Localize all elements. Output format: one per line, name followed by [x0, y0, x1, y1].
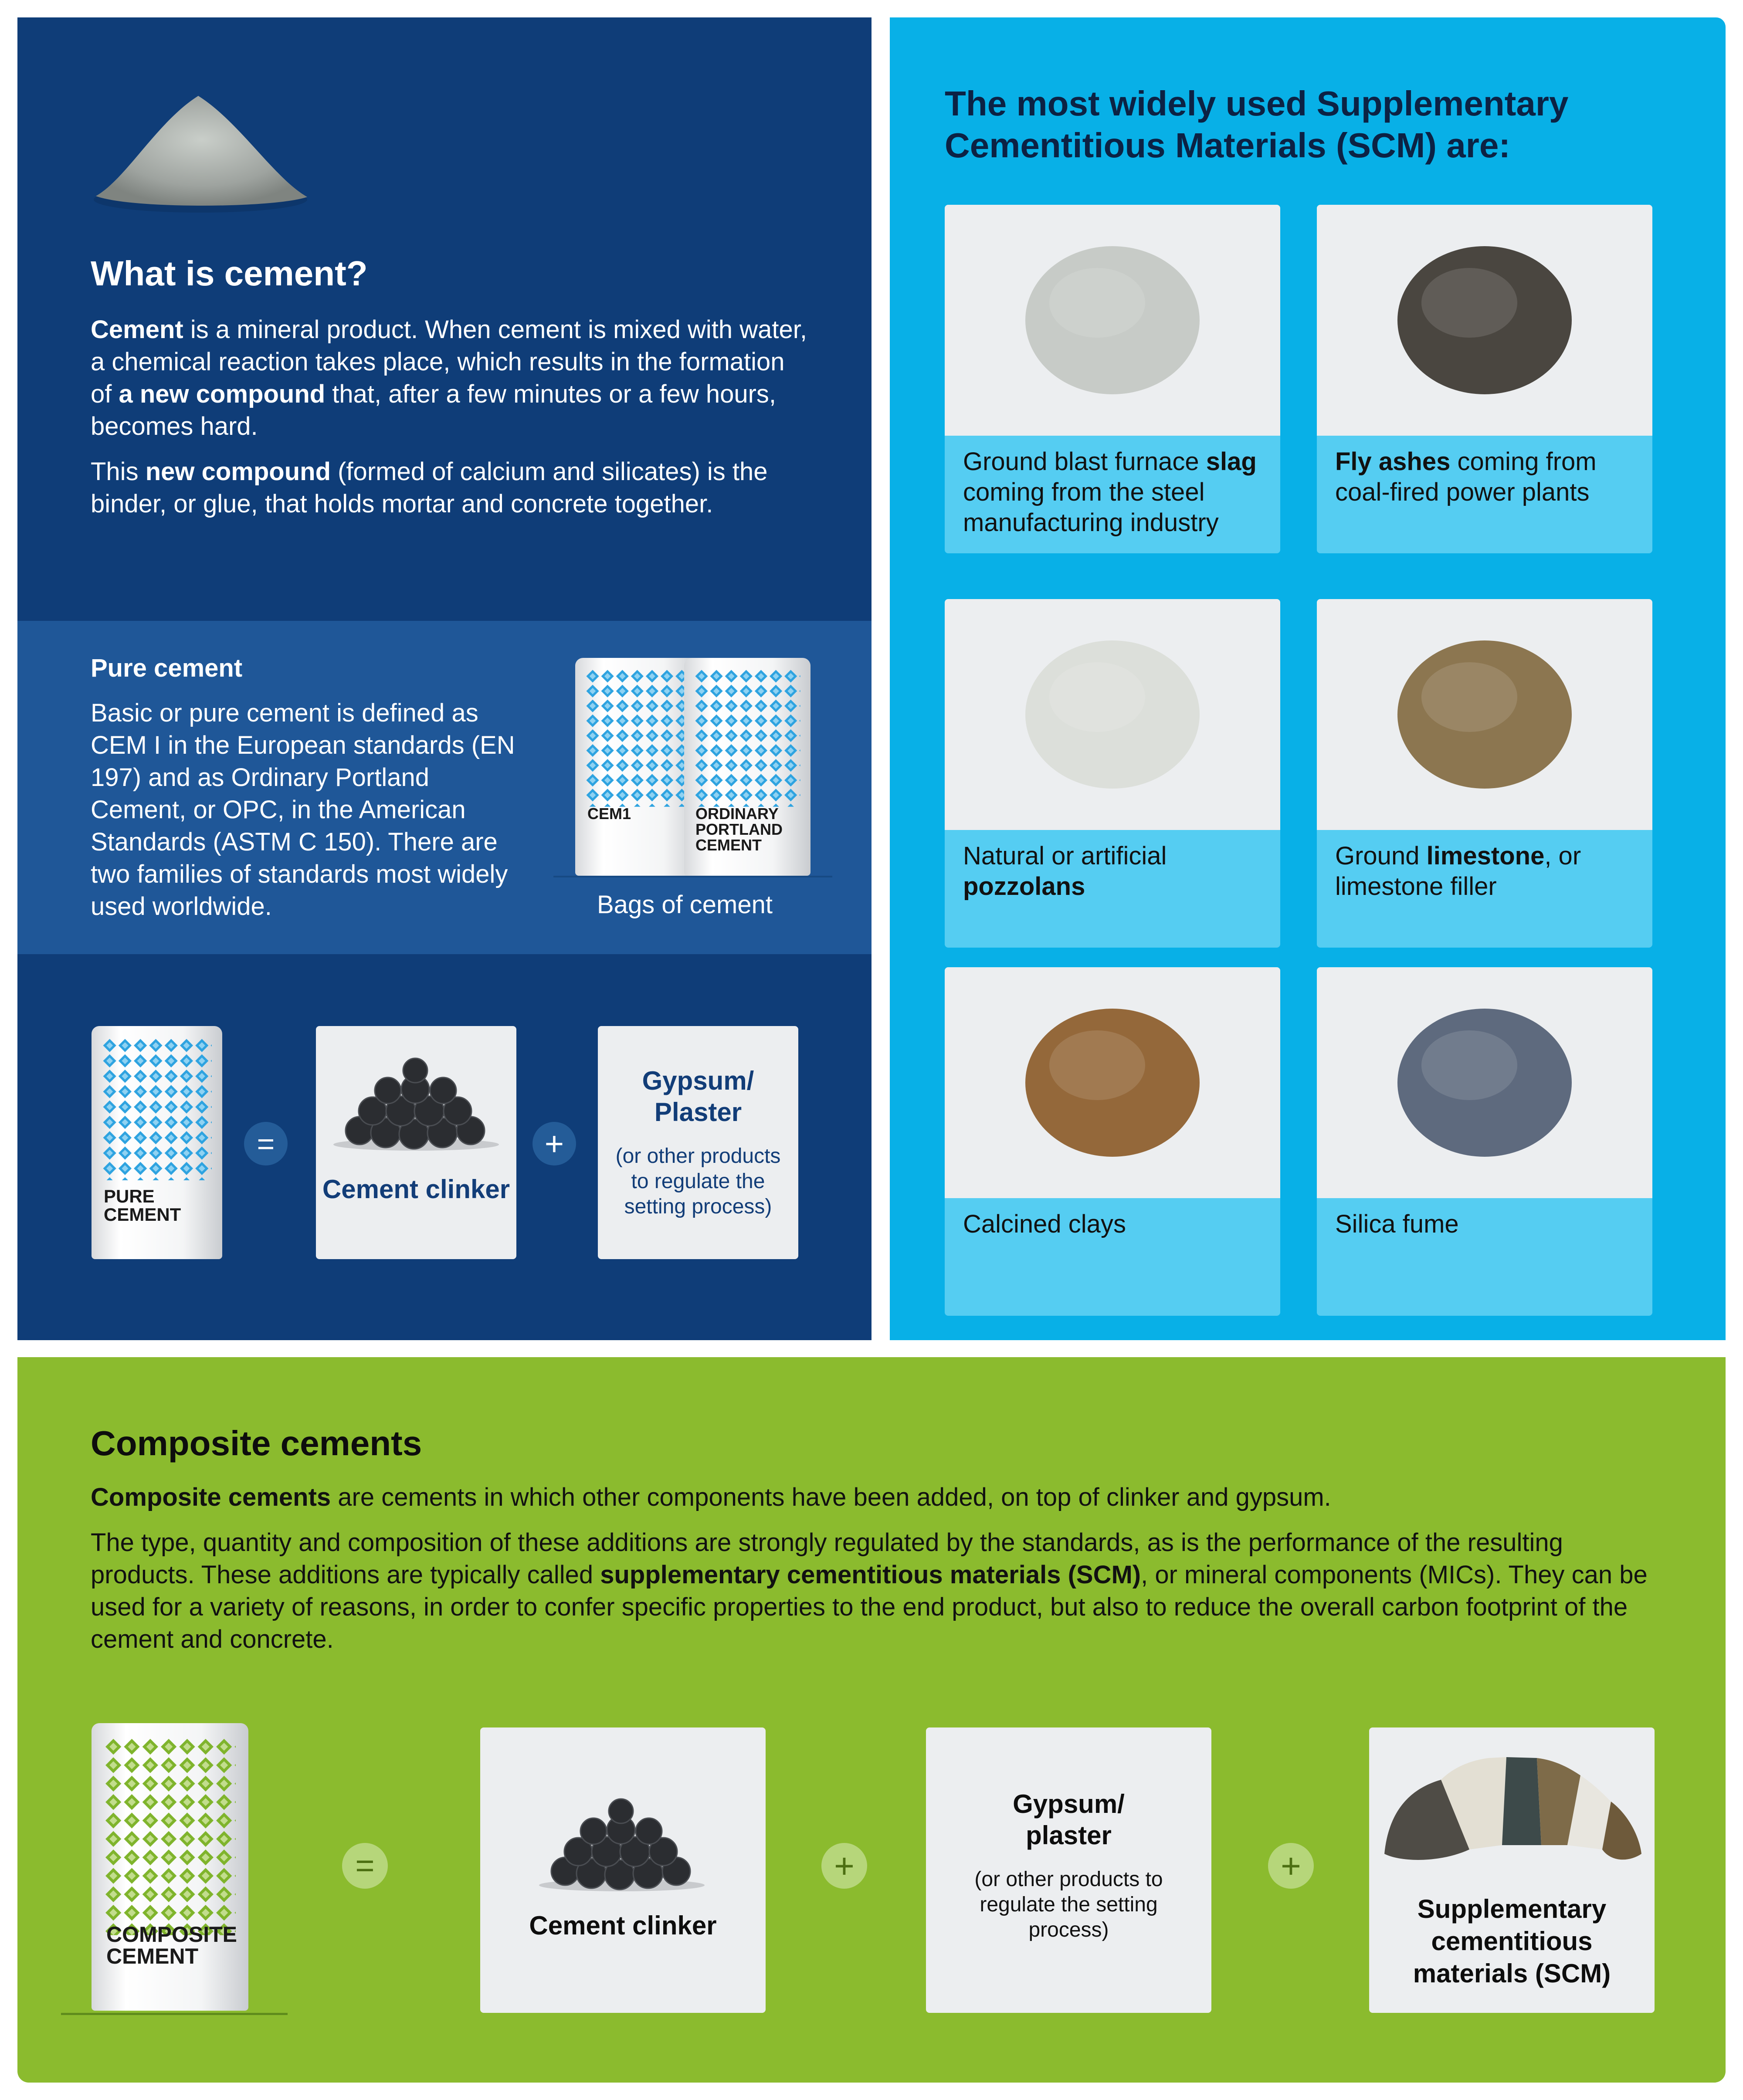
- opc-bag: [684, 658, 810, 876]
- gypsum-title: Gypsum/ Plaster: [642, 1066, 754, 1127]
- scm-card: [1317, 967, 1652, 1316]
- equals-icon: =: [342, 1843, 388, 1889]
- bags-shadow: [553, 876, 832, 877]
- material-pile-icon: [945, 205, 1280, 436]
- material-pile-icon: [945, 967, 1280, 1198]
- composite-scm-label: Supplementary cementitious materials (SCM): [1413, 1894, 1611, 1988]
- composite-body: [91, 1481, 1659, 1669]
- bag-pattern-icon: [104, 1738, 236, 1935]
- what-is-cement-body: [91, 314, 810, 533]
- pure-cement-bag: [92, 1026, 222, 1259]
- material-pile-icon: [1317, 205, 1652, 436]
- bag-pattern-icon: [102, 1038, 212, 1181]
- equals-icon: =: [244, 1122, 288, 1165]
- what-is-cement-paragraph-1: Cement is a mineral product. When cement is mixed with water, a chemical reaction takes place, which results in the formation of a new compound that, after a few minutes or a few hours, becomes hard.: [91, 315, 807, 440]
- composite-paragraph-1: Composite cements are cements in which other components have been added, on top of clinker and gypsum.: [91, 1483, 1331, 1511]
- composite-gypsum-card: [926, 1727, 1211, 2013]
- composite-clinker-card: [480, 1727, 766, 2013]
- scm-title: The most widely used Supplementary Cementitious Materials (SCM) are:: [945, 84, 1569, 165]
- scm-card: [945, 599, 1280, 948]
- scm-card-text: Ground blast furnace slag coming from the steel manufacturing industry: [963, 447, 1257, 537]
- scm-material-image: [945, 599, 1280, 830]
- composite-scm-card: [1369, 1727, 1655, 2013]
- cement-powder-pile: [92, 91, 309, 218]
- material-pile-icon: [1317, 967, 1652, 1198]
- pure-cement-title: Pure cement: [91, 654, 243, 682]
- composite-clinker-label: Cement clinker: [529, 1911, 717, 1940]
- cem1-bag-label: CEM1: [587, 805, 631, 823]
- composite-cement-bag: [92, 1723, 248, 2011]
- scm-material-image: [945, 967, 1280, 1198]
- cement-clinker-card: [316, 1026, 516, 1259]
- pure-cement-text: Basic or pure cement is defined as CEM I in the European standards (EN 197) and as Ordinary Portland Cement, or OPC, in the American Standards (ASTM C 150). There are two families of standards most widely used worldwide.: [91, 699, 515, 921]
- bag-pattern-icon: [585, 669, 692, 807]
- opc-bag-label: ORDINARY PORTLAND CEMENT: [695, 805, 783, 854]
- plus-icon: +: [821, 1843, 867, 1889]
- cem1-bag: [575, 658, 702, 876]
- what-is-cement-title: What is cement?: [91, 254, 368, 293]
- scm-card-text: Silica fume: [1335, 1210, 1459, 1238]
- composite-gypsum-title: Gypsum/ plaster: [1013, 1789, 1125, 1850]
- composite-bag-label: COMPOSITE CEMENT: [106, 1922, 237, 1968]
- material-pile-icon: [1317, 599, 1652, 830]
- scm-material-image: [1317, 967, 1652, 1198]
- scm-material-image: [1317, 205, 1652, 436]
- scm-material-image: [1317, 599, 1652, 830]
- composite-gypsum-note: (or other products to regulate the setting process): [974, 1868, 1163, 1941]
- clinker-pellets-icon: [329, 1052, 503, 1152]
- what-is-cement-paragraph-2: This new compound (formed of calcium and silicates) is the binder, or glue, that holds mortar and concrete together.: [91, 457, 768, 518]
- scm-card-text: Fly ashes coming from coal-fired power plants: [1335, 447, 1597, 506]
- scm-card: [1317, 599, 1652, 948]
- scm-card-text: Ground limestone, or limestone filler: [1335, 842, 1581, 901]
- composite-bag-shadow: [61, 2013, 288, 2015]
- bag-pattern-icon: [694, 669, 800, 807]
- gypsum-card: [598, 1026, 798, 1259]
- bags-caption: Bags of cement: [597, 891, 773, 919]
- scm-mixture-icon: [1376, 1745, 1648, 1867]
- plus-icon: +: [1268, 1843, 1314, 1889]
- material-pile-icon: [945, 599, 1280, 830]
- scm-card: [945, 205, 1280, 553]
- gypsum-note: (or other products to regulate the setting process): [615, 1145, 781, 1218]
- plus-icon: +: [532, 1122, 576, 1165]
- scm-card-text: Calcined clays: [963, 1210, 1126, 1238]
- scm-card: [945, 967, 1280, 1316]
- pure-cement-bag-label: PURE CEMENT: [104, 1186, 181, 1225]
- scm-material-image: [945, 205, 1280, 436]
- composite-paragraph-2: The type, quantity and composition of these additions are strongly regulated by the standards, as is the performance of the resulting products. These additions are typically called supplementary cementitious materials (SCM), or mineral components (MICs). They can be used for a variety of reasons, in order to confer specific properties to the end product, but also to reduce the overall carbon footprint of the cement and concrete.: [91, 1528, 1648, 1653]
- cement-clinker-label: Cement clinker: [322, 1175, 510, 1204]
- scm-card-text: Natural or artificial pozzolans: [963, 842, 1167, 901]
- clinker-pellets-icon: [535, 1793, 709, 1893]
- scm-card: [1317, 205, 1652, 553]
- composite-title: Composite cements: [91, 1424, 422, 1463]
